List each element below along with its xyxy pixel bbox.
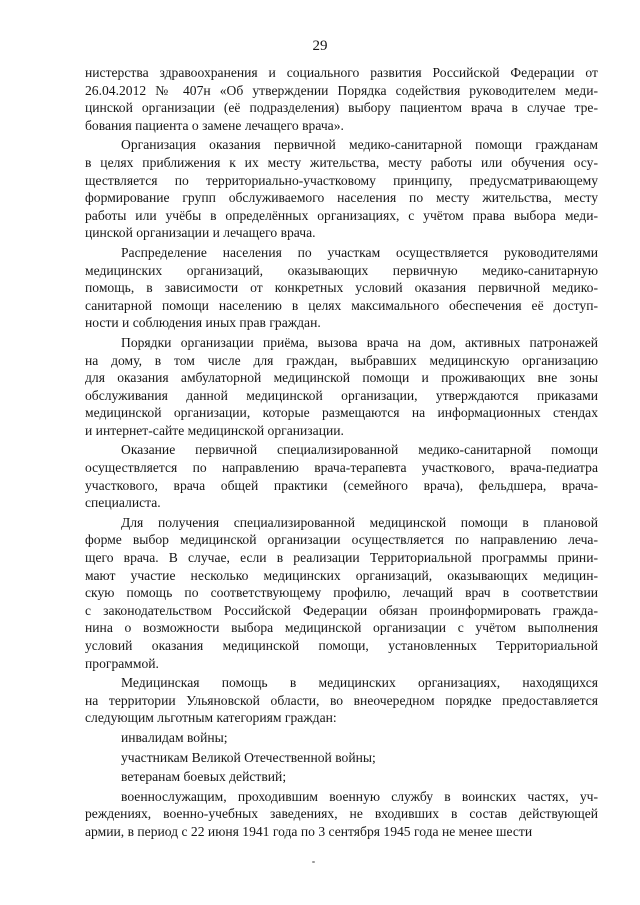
list-item <box>85 729 598 747</box>
text-line: ности и соблюдения иных прав граждан. <box>85 315 321 331</box>
document-body <box>85 64 598 843</box>
text-line: с законодательством Российской Федерации обязан проинформировать гражда- <box>85 602 598 618</box>
text-line: ветеранам боевых действий; <box>121 769 287 785</box>
text-line: Для получения специализированной медицинской помощи в плановой <box>121 514 598 530</box>
paragraph <box>85 334 598 440</box>
text-line: скую помощь по соответствующему профилю, лечащий врач в соответствии <box>85 585 598 601</box>
text-line: осуществляется по направлению врача-терапевта участкового, врача-педиатра <box>85 460 598 476</box>
text-line: военнослужащим, проходившим военную службу в воинских частях, уч- <box>121 788 598 804</box>
text-line: следующим льготным категориям граждан: <box>85 710 337 726</box>
text-line: 26.04.2012 № 407н «Об утверждении Порядка содействия руководителем меди- <box>85 82 598 98</box>
text-line: условий оказания медицинской помощи, установленных Территориальной <box>85 638 598 653</box>
text-line: медицинской организации, которые размещаются на информационных стендах <box>85 405 598 421</box>
text-line: армии, в период с 22 июня 1941 года по 3 сентября 1945 года не менее шести <box>85 823 533 839</box>
text-line: Организация оказания первичной медико-санитарной помощи гражданам <box>121 137 598 153</box>
page-number: 29 <box>312 38 328 54</box>
text-line: ществляется по территориально-участковому принципу, предусматривающему <box>85 172 598 188</box>
text-line: Оказание первичной специализированной медико-санитарной помощи <box>121 442 598 458</box>
text-line: помощь, в зависимости от конкретных условий оказания первичной медико- <box>85 280 598 296</box>
text-line: и интернет-сайте медицинской организации. <box>85 422 344 438</box>
text-line: цинской организации (её подразделения) выбору пациентом врача в случае тре- <box>85 100 598 116</box>
text-line: программой. <box>85 655 159 671</box>
text-line: щего врача. В случае, если в реализации Территориальной программы прини- <box>85 550 598 566</box>
text-line: цинской организации и лечащего врача. <box>85 225 316 241</box>
paragraph <box>85 441 598 511</box>
text-line: участникам Великой Отечественной войны; <box>121 749 376 765</box>
text-line: на территории Ульяновской области, во внеочередном порядке предоставляется <box>85 692 598 708</box>
text-line: формирование групп обслуживаемого населения по месту жительства, месту <box>85 190 598 206</box>
list-item <box>85 768 598 786</box>
paragraph <box>85 64 598 134</box>
paragraph <box>85 514 598 672</box>
text-line: Порядки организации приёма, вызова врача на дом, активных патронажей <box>121 334 598 350</box>
text-line: участкового, врача общей практики (семейного врача), фельдшера, врача- <box>85 477 598 493</box>
text-line: Медицинская помощь в медицинских организациях, находящихся <box>121 675 598 691</box>
text-line: в целях приближения к их месту жительства, месту работы или обучения осу- <box>85 154 598 170</box>
text-line: медицинских организаций, оказывающих первичную медико-санитарную <box>85 262 598 278</box>
text-line: для оказания амбулаторной медицинской помощи и проживающих вне зоны <box>85 370 598 386</box>
text-line: форме выбор медицинской организации осуществляется по направлению леча- <box>85 532 598 548</box>
list-item <box>85 788 598 841</box>
text-line: санитарной помощи населению в целях максимального обеспечения её доступ- <box>85 297 598 313</box>
text-line: нистерства здравоохранения и социального развития Российской Федерации от <box>85 65 598 80</box>
paragraph <box>85 674 598 727</box>
text-line: обслуживания данной медицинской организации, утверждаются приказами <box>85 387 598 403</box>
text-line: нина о возможности выбора медицинской организации с учётом выполнения <box>85 620 598 636</box>
text-line: мают участие несколько медицинских организаций, оказывающих медицин- <box>85 567 598 583</box>
text-line: реждениях, военно-учебных заведениях, не входивших в состав действующей <box>85 806 598 822</box>
text-line: работы или учёбы в определённых организациях, с учётом права выбора меди- <box>85 207 598 223</box>
paragraph <box>85 136 598 242</box>
text-line: бования пациента о замене лечащего врача». <box>85 117 344 133</box>
text-line: на дому, в том числе для граждан, выбравших медицинскую организацию <box>85 352 598 368</box>
text-line: специалиста. <box>85 495 161 511</box>
list-item <box>85 749 598 767</box>
paragraph <box>85 244 598 332</box>
scan-speck <box>312 861 315 863</box>
text-line: Распределение населения по участкам осуществляется руководителями <box>121 244 598 260</box>
text-line: инвалидам войны; <box>121 729 228 745</box>
